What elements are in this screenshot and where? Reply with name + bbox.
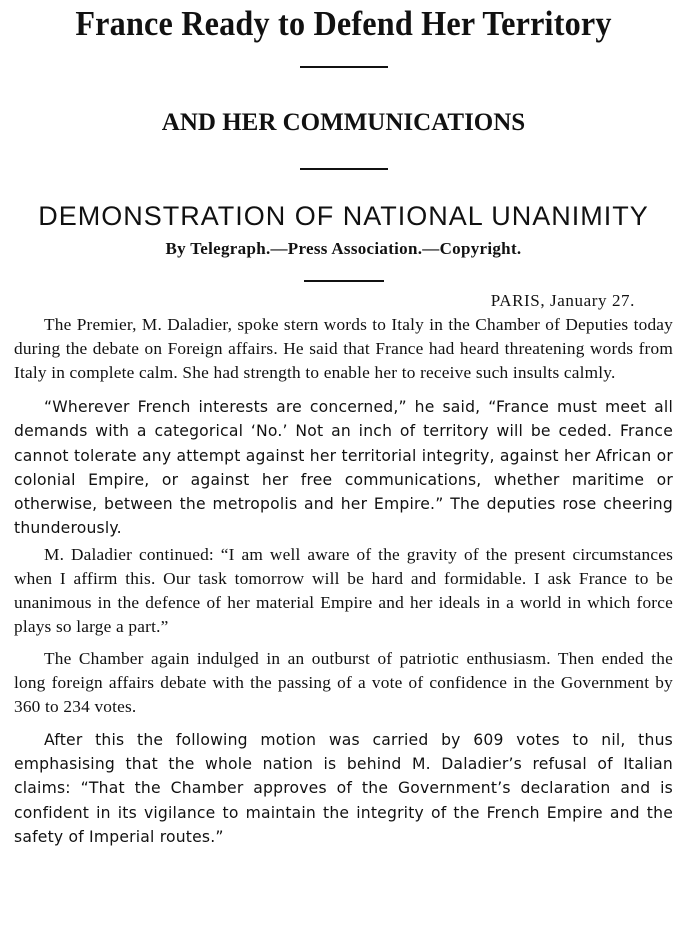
article-paragraph: “Wherever French interests are concerned,” he said, “France must meet all demands with a categorical ‘No.’ Not an inch of territory will be ceded. France cannot tolerate any attempt against her territorial integrity, against her African or colonial Empire, or against her free communications, whether maritime or otherwise, between the metropolis and her Empire.” The deputies rose cheering thunderously. (14, 398, 673, 538)
dateline: PARIS, January 27. (490, 291, 635, 310)
headline: France Ready to Defend Her Territory (75, 4, 612, 43)
byline: By Telegraph.—Press Association.—Copyright. (165, 239, 522, 258)
divider-rule (300, 168, 388, 170)
article-paragraph: M. Daladier continued: “I am well aware of the gravity of the present circumstances when I affirm this. Our task tomorrow will be hard and formidable. I ask France to be unanimous in the defence of her material Empire and her ideals in a world in which force plays so large a part.” (14, 544, 673, 636)
section-heading: DEMONSTRATION OF NATIONAL UNANIMITY (38, 201, 649, 231)
article-paragraph: The Chamber again indulged in an outburst of patriotic enthusiasm. Then ended the long foreign affairs debate with the passing of a vote of confidence in the Government by 360 to 234 votes. (14, 648, 673, 716)
subheadline: AND HER COMMUNICATIONS (161, 109, 526, 136)
divider-rule (304, 280, 384, 282)
article-paragraph: The Premier, M. Daladier, spoke stern words to Italy in the Chamber of Deputies today during the debate on Foreign affairs. He said that France had heard threatening words from Italy in complete calm. She had strength to enable her to receive such insults calmly. (14, 315, 673, 382)
divider-rule (300, 66, 388, 68)
article-paragraph: After this the following motion was carried by 609 votes to nil, thus emphasising that the whole nation is behind M. Daladier’s refusal of Italian claims: “That the Chamber approves of the Government’s declaration and is confident in its vigilance to maintain the integrity of the French Empire and the safety of Imperial routes.” (14, 730, 673, 846)
